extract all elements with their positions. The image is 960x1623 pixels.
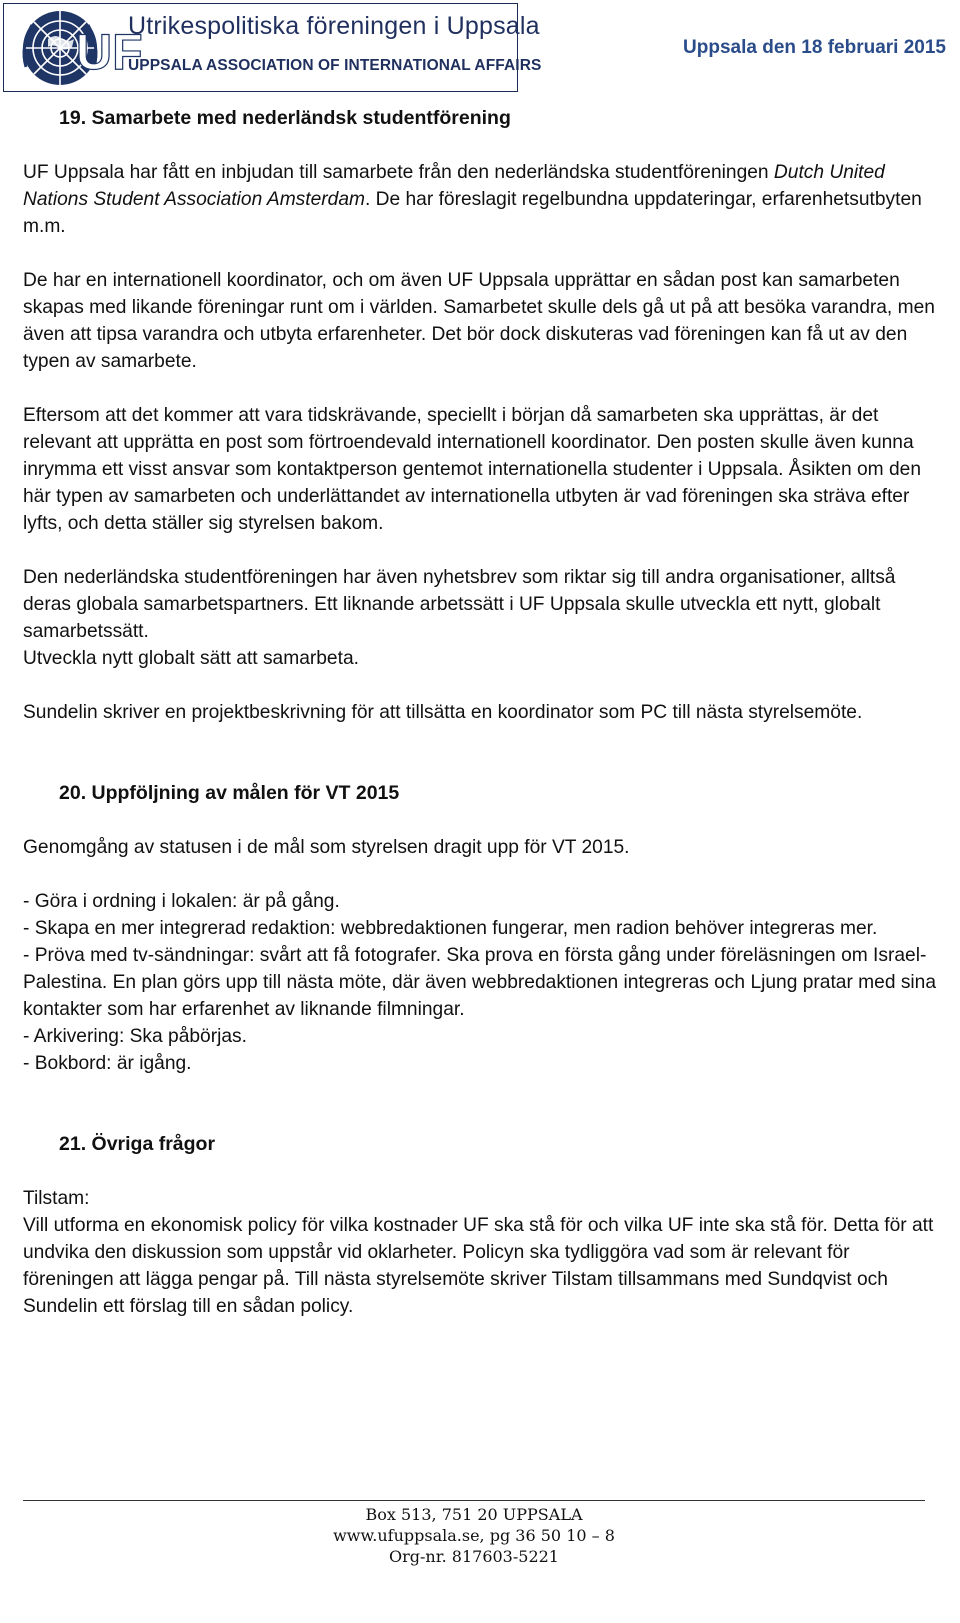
section-19-paragraph-1 (23, 159, 943, 240)
page-footer (23, 1500, 925, 1567)
section-21-paragraph: Vill utforma en ekonomisk policy för vilka kostnader UF ska stå för och vilka UF inte ska stå för. Detta för att undvika den diskussion som uppstår vid oklarheter. Policyn ska tydliggöra vad som är relevant för föreningen att lägga pengar på. Till nästa styrelsemöte skriver Tilstam tillsammans med Sundqvist och Sundelin ett förslag till en sådan policy. (23, 1215, 934, 1317)
section-19-paragraph-3: Eftersom att det kommer att vara tidskrävande, speciellt i början då samarbeten ska upprättas, är det relevant att upprätta en post som förtroendevald internationell koordinator. Den posten skulle även kunna inrymma ett visst ansvar som kontaktperson gentemot internationella studenter i Uppsala. Åsikten om den här typen av samarbeten och underlättandet av internationella utbyten är vad föreningen ska sträva efter lyfts, och detta ställer sig styrelsen bakom. (23, 405, 921, 534)
goal-list-item: - Arkivering: Ska påbörjas. (23, 1026, 247, 1047)
organization-logo (3, 3, 542, 92)
organization-name-english: UPPSALA ASSOCIATION OF INTERNATIONAL AFFAIRS (128, 57, 542, 74)
page-header (0, 0, 960, 100)
section-19 (23, 105, 943, 726)
section-20-intro: Genomgång av statusen i de mål som styrelsen dragit upp för VT 2015. (23, 837, 630, 858)
section-19-decision: Sundelin skriver en projektbeskrivning för att tillsätta en koordinator som PC till nästa styrelsemöte. (23, 702, 863, 723)
organization-name-italic: Dutch United Nations Student Association Amsterdam (23, 162, 885, 210)
goal-list-item: - Pröva med tv-sändningar: svårt att få fotografer. Ska prova en första gång under föreläsningen om Israel- Palestina. En plan görs upp till nästa möte, där även webbredaktionen integreras och Ljung pratar med sina kontakter som har erfarenhet av liknande filmningar. (23, 945, 937, 1020)
paragraph-text: . De har föreslagit regelbundna uppdateringar, erfarenhetsutbyten m.m. (23, 189, 922, 237)
footer-address: Box 513, 751 20 UPPSALA (365, 1505, 583, 1524)
section-19-paragraph-5: Utveckla nytt globalt sätt att samarbeta. (23, 648, 359, 669)
svg-text:UF: UF (76, 24, 143, 80)
section-21 (23, 1131, 943, 1320)
organization-name-swedish: Utrikespolitiska föreningen i Uppsala (128, 12, 540, 40)
section-19-paragraph-4: Den nederländska studentföreningen har även nyhetsbrev som riktar sig till andra organisationer, alltså deras globala samarbetspartners. Ett liknande arbetssätt i UF Uppsala skulle utveckla ett nytt, globalt samarbetssätt. (23, 567, 896, 642)
paragraph-text: UF Uppsala har fått en inbjudan till samarbete från den nederländska studentföreningen (23, 162, 774, 183)
footer-org-number: Org-nr. 817603-5221 (389, 1547, 559, 1566)
goal-list-item: - Bokbord: är igång. (23, 1053, 192, 1074)
document-date: Uppsala den 18 februari 2015 (683, 37, 946, 58)
speaker-name: Tilstam: (23, 1188, 90, 1209)
un-emblem-logo-icon (18, 7, 143, 88)
section-20-heading: 20. Uppföljning av målen för VT 2015 (59, 782, 400, 804)
section-20 (23, 780, 943, 1077)
section-19-heading: 19. Samarbete med nederländsk studentförening (59, 107, 511, 129)
goal-list-item: - Göra i ordning i lokalen: är på gång. (23, 891, 340, 912)
footer-website-postal-giro: www.ufuppsala.se, pg 36 50 10 – 8 (333, 1526, 615, 1545)
document-body (23, 105, 943, 1320)
section-19-paragraph-2: De har en internationell koordinator, och om även UF Uppsala upprättar en sådan post kan samarbeten skapas med likande föreningar runt om i världen. Samarbetet skulle dels gå ut på att besöka varandra, men även att tipsa varandra och utbyta erfarenheter. Det bör dock diskuteras vad föreningen kan få ut av den typen av samarbete. (23, 270, 935, 372)
goal-list-item: - Skapa en mer integrerad redaktion: webbredaktionen fungerar, men radion behöver integreras mer. (23, 918, 878, 939)
section-21-heading: 21. Övriga frågor (59, 1133, 216, 1155)
